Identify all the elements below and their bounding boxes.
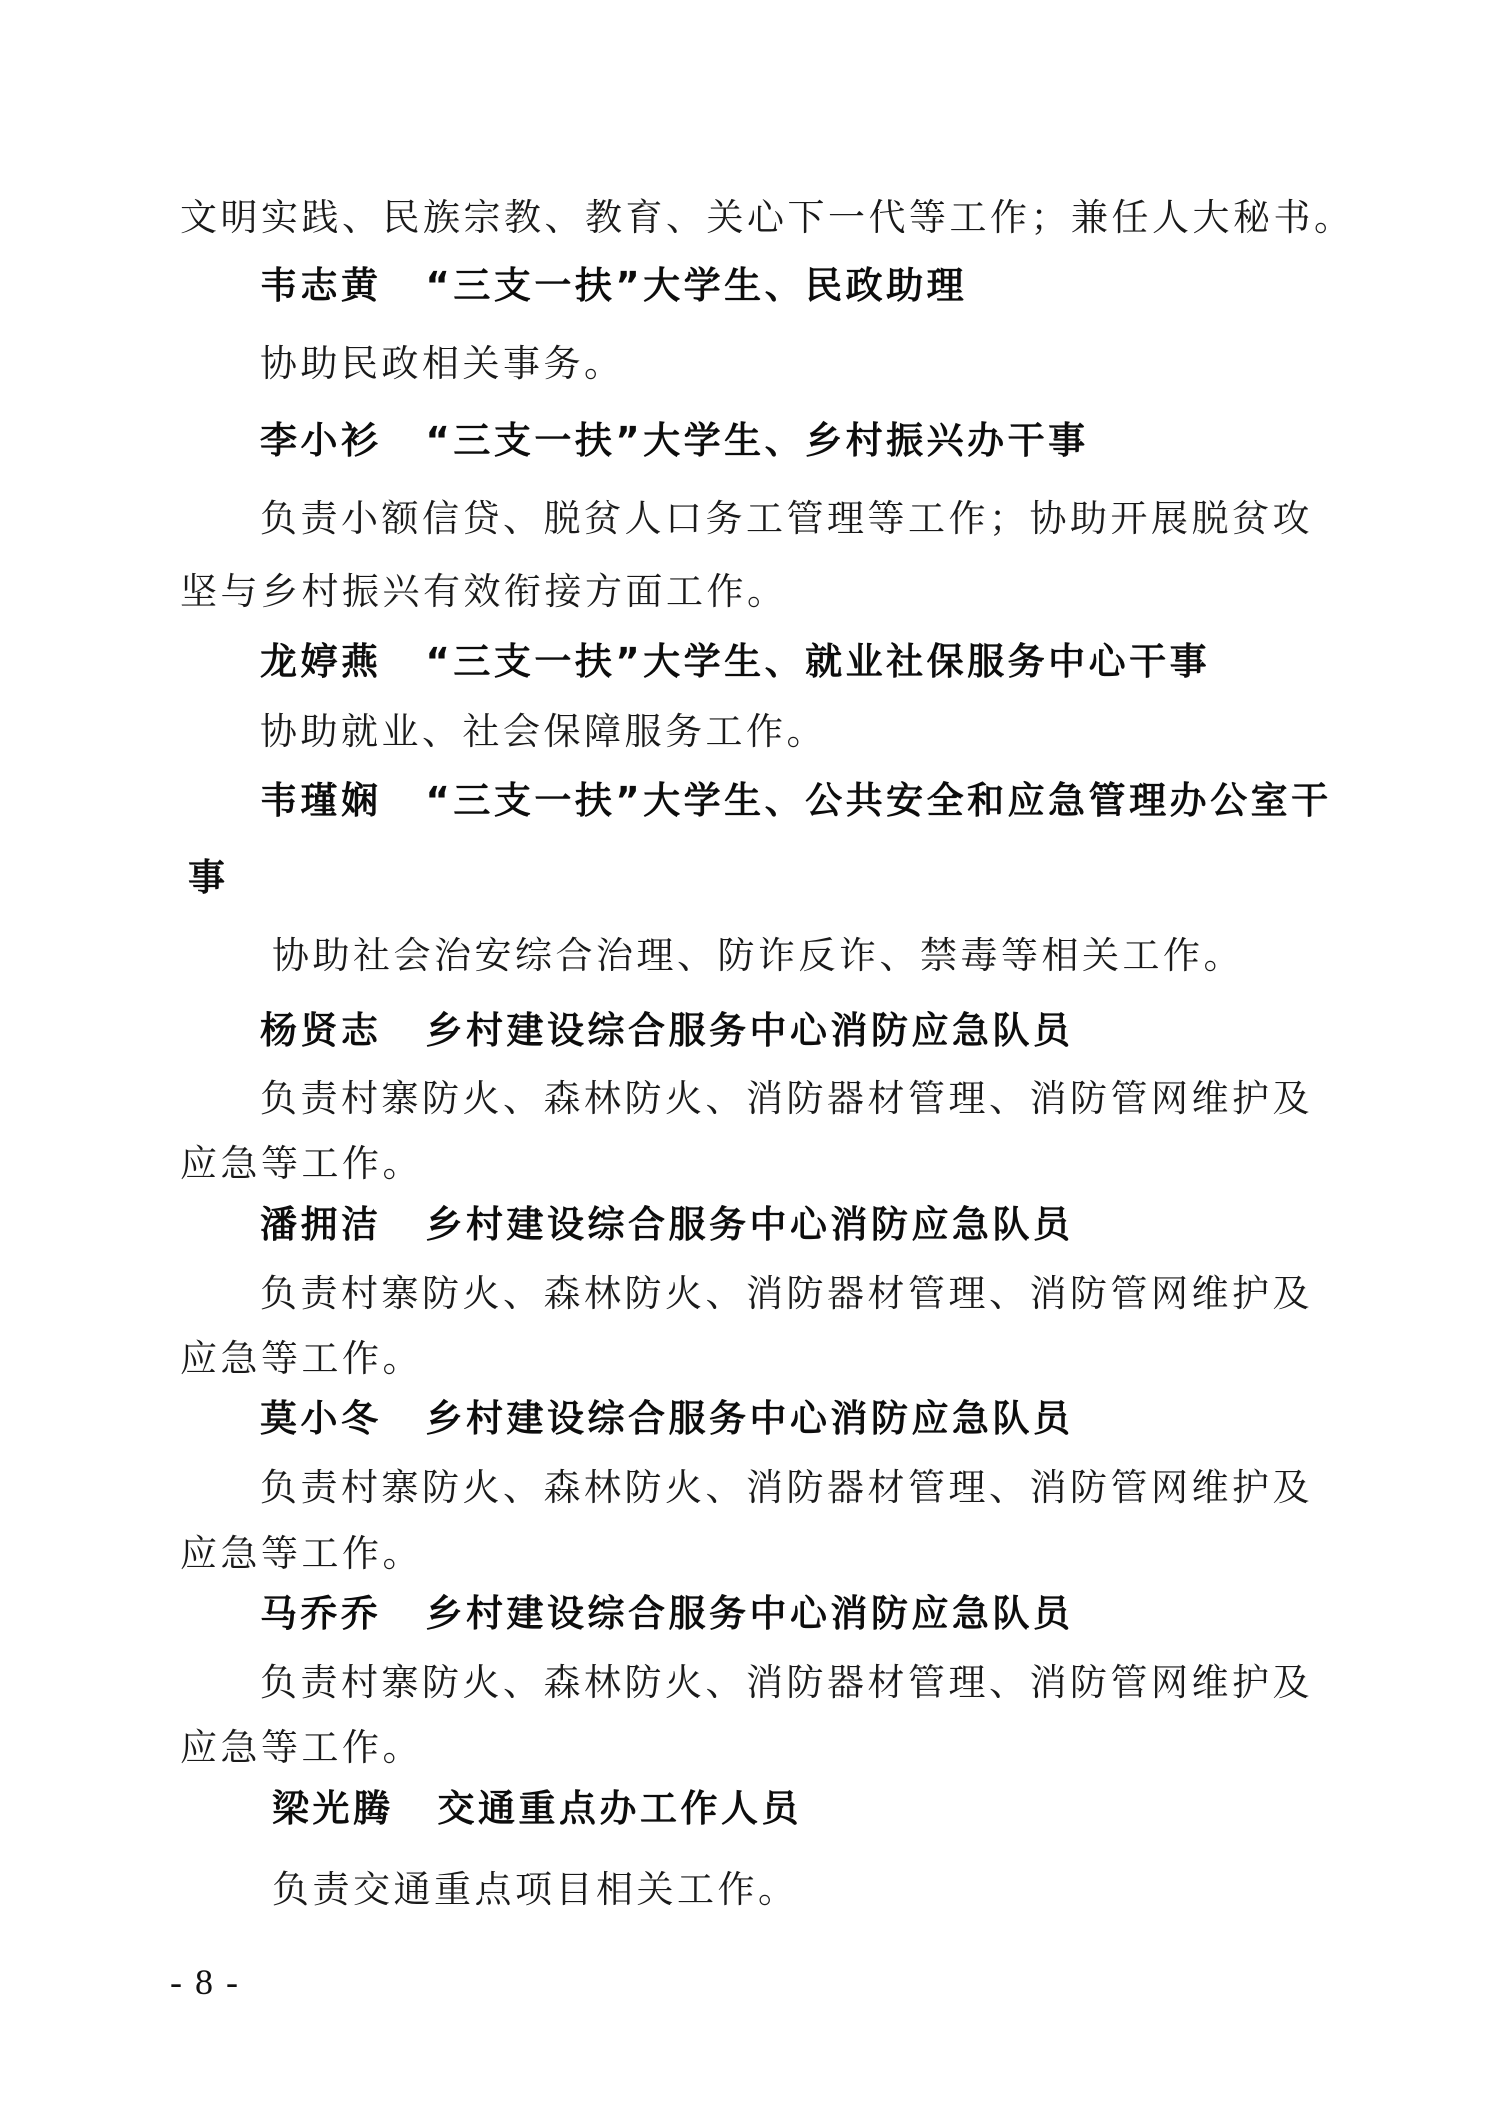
staff-title: “三支一扶”大学生、民政助理	[425, 264, 968, 307]
staff-name: 莫小冬	[260, 1397, 382, 1440]
staff-title-continuation: 事	[188, 856, 229, 899]
duty-line: 负责村寨防火、森林防火、消防器材管理、消防管网维护及	[260, 1272, 1313, 1315]
staff-name: 杨贤志	[260, 1009, 382, 1052]
staff-name: 梁光腾	[272, 1787, 394, 1830]
text-line: 文明实践、民族宗教、教育、关心下一代等工作；兼任人大秘书。	[180, 196, 1355, 239]
duty-line: 负责村寨防火、森林防火、消防器材管理、消防管网维护及	[260, 1077, 1313, 1120]
staff-name: 韦志黄	[260, 264, 382, 307]
duty-line: 负责村寨防火、森林防火、消防器材管理、消防管网维护及	[260, 1661, 1313, 1704]
page-number: - 8 -	[170, 1962, 240, 2002]
duty-line: 负责交通重点项目相关工作。	[272, 1868, 799, 1911]
staff-title: 乡村建设综合服务中心消防应急队员	[425, 1009, 1074, 1052]
staff-heading	[260, 1590, 1074, 1638]
duty-line: 应急等工作。	[180, 1532, 423, 1575]
staff-heading	[260, 638, 1210, 686]
staff-name: 龙婷燕	[260, 640, 382, 683]
duty-line: 协助民政相关事务。	[260, 342, 625, 385]
duty-line: 协助就业、社会保障服务工作。	[260, 710, 827, 753]
staff-heading	[260, 1007, 1074, 1055]
duty-line: 负责小额信贷、脱贫人口务工管理等工作；协助开展脱贫攻	[260, 497, 1313, 540]
staff-title: 交通重点办工作人员	[437, 1787, 802, 1830]
staff-heading	[260, 1201, 1074, 1249]
staff-heading	[260, 777, 1332, 825]
staff-heading	[260, 1395, 1074, 1443]
staff-title: “三支一扶”大学生、公共安全和应急管理办公室干	[425, 779, 1332, 822]
duty-line: 应急等工作。	[180, 1142, 423, 1185]
staff-title: “三支一扶”大学生、就业社保服务中心干事	[425, 640, 1211, 683]
staff-name: 李小衫	[260, 419, 382, 462]
staff-heading	[272, 1785, 802, 1833]
staff-title: 乡村建设综合服务中心消防应急队员	[425, 1397, 1074, 1440]
staff-title: 乡村建设综合服务中心消防应急队员	[425, 1592, 1074, 1635]
duty-line: 负责村寨防火、森林防火、消防器材管理、消防管网维护及	[260, 1466, 1313, 1509]
duty-line: 协助社会治安综合治理、防诈反诈、禁毒等相关工作。	[272, 934, 1244, 977]
duty-line: 坚与乡村振兴有效衔接方面工作。	[180, 570, 788, 613]
staff-heading	[260, 262, 967, 310]
staff-name: 韦瑾娴	[260, 779, 382, 822]
staff-heading	[260, 417, 1089, 465]
staff-title: “三支一扶”大学生、乡村振兴办干事	[425, 419, 1089, 462]
staff-name: 潘拥洁	[260, 1203, 382, 1246]
staff-title: 乡村建设综合服务中心消防应急队员	[425, 1203, 1074, 1246]
duty-line: 应急等工作。	[180, 1726, 423, 1769]
duty-line: 应急等工作。	[180, 1337, 423, 1380]
staff-name: 马乔乔	[260, 1592, 382, 1635]
